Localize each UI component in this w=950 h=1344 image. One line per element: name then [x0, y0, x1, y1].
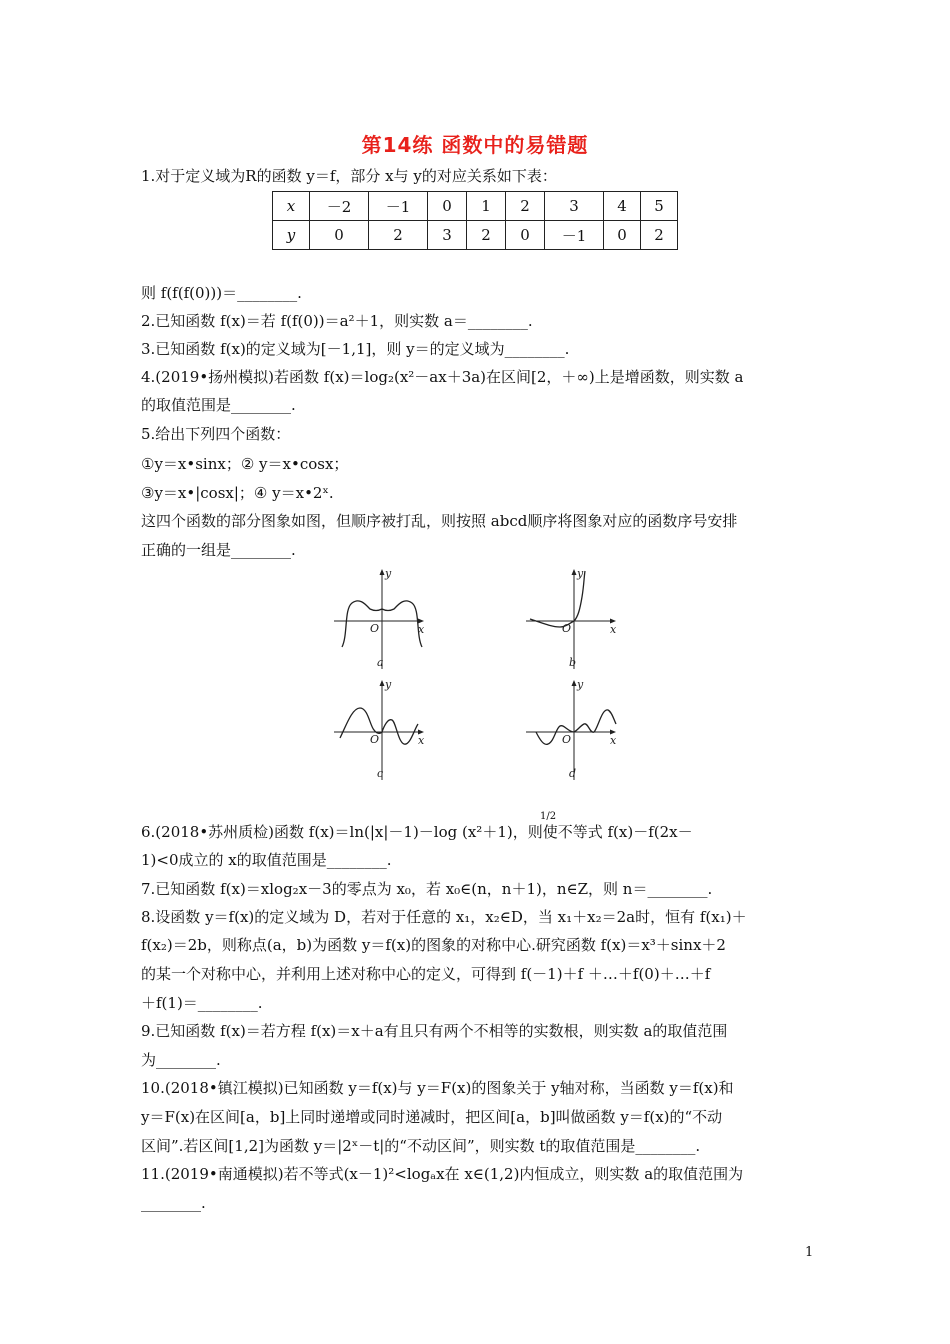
table-cell: 0 [506, 221, 545, 250]
xy-table [272, 191, 678, 250]
graph-a [330, 565, 430, 673]
question-9-line-2: 为________. [141, 1051, 221, 1069]
page-title: 第14练 函数中的易错题 [361, 133, 589, 157]
log-base-fraction: 1/2 [540, 811, 557, 822]
table-cell: －2 [310, 192, 369, 221]
question-1-answer: 则 f(f(f(0)))＝________. [141, 284, 302, 302]
question-10-line-3: 区间”.若区间[1,2]为函数 y＝|2ˣ－t|的“不动区间”，则实数 t的取值范围是________. [141, 1137, 701, 1155]
graph-c [330, 676, 430, 784]
question-8-line-4: ＋f(1)＝________. [141, 994, 263, 1012]
graph-caption: a [377, 656, 384, 669]
question-10-line-2: y＝F(x)在区间[a，b]上同时递增或同时递减时，把区间[a，b]叫做函数 y＝f(x)的“不动 [141, 1108, 723, 1126]
graph-caption: b [569, 656, 577, 669]
origin-label: O [370, 622, 380, 635]
table-cell: －1 [545, 221, 604, 250]
table-cell: 0 [428, 192, 467, 221]
origin-label: O [562, 733, 572, 746]
axis-label-y: y [385, 567, 392, 580]
question-5-stem: 5.给出下列四个函数： [141, 425, 291, 443]
table-cell: 0 [604, 221, 641, 250]
table-cell: 2 [369, 221, 428, 250]
y-axis-arrow-icon [380, 569, 385, 575]
table-row-x [273, 192, 678, 221]
question-4-line-1: 4.(2019•扬州模拟)若函数 f(x)＝log₂(x²－ax＋3a)在区间[2，＋∞)上是增函数，则实数 a [141, 368, 744, 386]
question-10-line-1: 10.(2018•镇江模拟)已知函数 y＝f(x)与 y＝F(x)的图象关于 y轴对称，当函数 y＝f(x)和 [141, 1079, 734, 1097]
axis-label-x: x [610, 734, 617, 747]
axis-label-y: y [577, 567, 584, 580]
question-8-line-2: f(x₂)＝2b，则称点(a，b)为函数 y＝f(x)的图象的对称中心.研究函数 f(x)＝x³＋sinx＋2 [141, 936, 726, 954]
curve-d [536, 710, 616, 745]
question-11-line-2: ________. [141, 1194, 206, 1212]
y-axis-arrow-icon [572, 680, 577, 686]
question-8-line-3: 的某一个对称中心，并利用上述对称中心的定义，可得到 f(－1)＋f ＋…＋f(0)＋…＋f [141, 965, 711, 983]
axis-label-x: x [418, 734, 425, 747]
table-cell: 1 [467, 192, 506, 221]
question-8-line-1: 8.设函数 y＝f(x)的定义域为 D，若对于任意的 x₁，x₂∈D，当 x₁＋x₂＝2a时，恒有 f(x₁)＋ [141, 908, 747, 926]
axis-label-x: x [418, 623, 425, 636]
y-axis-arrow-icon [572, 569, 577, 575]
axis-label-y: y [577, 678, 584, 691]
origin-label: O [370, 733, 380, 746]
question-9-line-1: 9.已知函数 f(x)＝若方程 f(x)＝x＋a有且只有两个不相等的实数根，则实数 a的取值范围 [141, 1022, 728, 1040]
table-cell: 3 [428, 221, 467, 250]
table-cell: 0 [310, 221, 369, 250]
graph-b [522, 565, 622, 673]
table-cell: 3 [545, 192, 604, 221]
question-5-line-3: 这四个函数的部分图象如图，但顺序被打乱，则按照 abcd顺序将图象对应的函数序号安排 [141, 512, 738, 530]
question-3: 3.已知函数 f(x)的定义域为[－1,1]，则 y＝的定义域为________. [141, 340, 570, 358]
table-row-y [273, 221, 678, 250]
question-5-functions-1: ①y＝x•sinx；② y＝x•cosx； [141, 455, 349, 473]
table-cell: 2 [467, 221, 506, 250]
graph-caption: d [569, 767, 577, 780]
table-header-x: x [273, 192, 310, 221]
axis-label-y: y [385, 678, 392, 691]
question-6-line-2: 1)<0成立的 x的取值范围是________. [141, 851, 392, 869]
table-cell: 2 [506, 192, 545, 221]
question-4-line-2: 的取值范围是________. [141, 396, 296, 414]
graph-caption: c [377, 767, 384, 780]
graph-d [522, 676, 622, 784]
question-5-line-4: 正确的一组是________. [141, 541, 296, 559]
question-2: 2.已知函数 f(x)＝若 f(f(0))＝a²＋1，则实数 a＝________. [141, 312, 533, 330]
question-7: 7.已知函数 f(x)＝xlog₂x－3的零点为 x₀，若 x₀∈(n，n＋1)，n∈Z，则 n＝________. [141, 880, 713, 898]
table-cell: 2 [641, 221, 678, 250]
table-cell: 5 [641, 192, 678, 221]
axis-label-x: x [610, 623, 617, 636]
page-number: 1 [805, 1245, 814, 1260]
table-cell: 4 [604, 192, 641, 221]
question-1-stem: 1.对于定义域为R的函数 y＝f，部分 x与 y的对应关系如下表： [141, 167, 557, 185]
question-11-line-1: 11.(2019•南通模拟)若不等式(x－1)²<logₐx在 x∈(1,2)内恒成立，则实数 a的取值范围为 [141, 1165, 744, 1183]
question-5-functions-2: ③y＝x•|cosx|；④ y＝x•2ˣ. [141, 484, 334, 502]
question-6-line-1: 6.(2018•苏州质检)函数 f(x)＝ln(|x|－1)－log (x²＋1)，则使不等式 f(x)－f(2x－ [141, 823, 693, 841]
origin-label: O [562, 622, 572, 635]
table-header-y: y [273, 221, 310, 250]
y-axis-arrow-icon [380, 680, 385, 686]
table-cell: －1 [369, 192, 428, 221]
